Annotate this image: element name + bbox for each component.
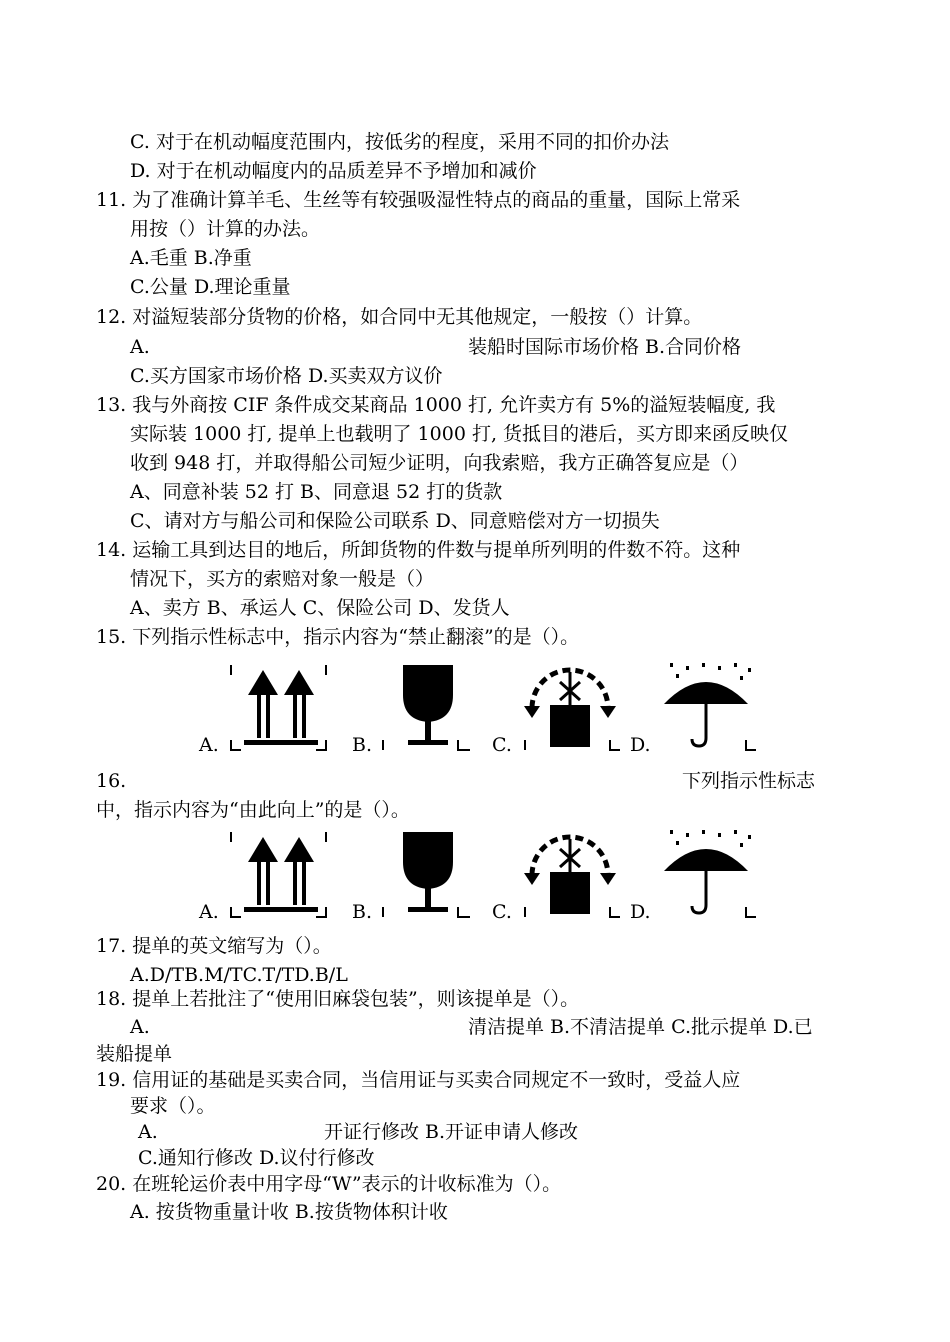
q10-option-d: D. 对于在机动幅度内的品质差异不予增加和减价 [130, 160, 537, 182]
q13-options-cd: C、请对方与船公司和保险公司联系 D、同意赔偿对方一切损失 [130, 510, 660, 532]
q16-number: 16. [96, 770, 127, 792]
this-way-up-arrows-icon [226, 827, 336, 922]
q19-options-cd: C.通知行修改 D.议付行修改 [138, 1147, 375, 1169]
q19-option-a-label: A. [138, 1121, 158, 1143]
q14-stem: 14. 运输工具到达目的地后，所卸货物的件数与提单所列明的件数不符。这种 [96, 539, 741, 561]
q15-stem: 15. 下列指示性标志中，指示内容为“禁止翻滚”的是（）。 [96, 626, 580, 648]
q12-option-a-label: A. [130, 336, 150, 358]
q16-stem-part1: 下列指示性标志 [682, 770, 816, 792]
q19-stem: 19. 信用证的基础是买卖合同，当信用证与买卖合同规定不一致时，受益人应 [96, 1069, 741, 1091]
q20-options: A. 按货物重量计收 B.按货物体积计收 [130, 1201, 448, 1223]
q20-stem: 20. 在班轮运价表中用字母“W”表示的计收标准为（）。 [96, 1173, 562, 1195]
q15-fig-label-b: B. [352, 734, 373, 756]
do-not-roll-icon [520, 660, 630, 755]
q16-fig-label-a: A. [199, 901, 219, 923]
do-not-roll-icon [520, 827, 630, 922]
q18-option-a-label: A. [130, 1016, 150, 1038]
q13-stem-cont-2: 收到 948 打，并取得船公司短少证明，向我索赔，我方正确答复应是（） [130, 452, 749, 474]
q18-options: 清洁提单 B.不清洁提单 C.批示提单 D.已 [468, 1016, 813, 1038]
q12-options-cd: C.买方国家市场价格 D.买卖双方议价 [130, 365, 443, 387]
keep-dry-umbrella-icon [656, 660, 766, 755]
q14-options: A、卖方 B、承运人 C、保险公司 D、发货人 [130, 597, 510, 619]
q10-option-c: C. 对于在机动幅度范围内，按低劣的程度，采用不同的扣价办法 [130, 131, 669, 153]
q18-stem: 18. 提单上若批注了“使用旧麻袋包装”，则该提单是（）。 [96, 988, 580, 1010]
q16-fig-label-b: B. [352, 901, 373, 923]
this-way-up-arrows-icon [226, 660, 336, 755]
q11-options-ab: A.毛重 B.净重 [130, 247, 252, 269]
q16-fig-label-c: C. [492, 901, 512, 923]
q13-stem: 13. 我与外商按 CIF 条件成交某商品 1000 打, 允许卖方有 5%的溢短装幅度, 我 [96, 394, 776, 416]
q13-stem-cont-1: 实际装 1000 打, 提单上也载明了 1000 打, 货抵目的港后，买方即来函反映仅 [130, 423, 789, 445]
fragile-glass-icon [378, 827, 488, 922]
q17-options: A.D/TB.M/TC.T/TD.B/L [130, 964, 348, 986]
q14-stem-cont: 情况下，买方的索赔对象一般是（） [130, 568, 435, 590]
q12-stem: 12. 对溢短装部分货物的价格，如合同中无其他规定，一般按（）计算。 [96, 306, 703, 328]
q15-fig-label-c: C. [492, 734, 512, 756]
q11-options-cd: C.公量 D.理论重量 [130, 276, 291, 298]
q13-options-ab: A、同意补装 52 打 B、同意退 52 打的货款 [130, 481, 503, 503]
q18-options-cont: 装船提单 [96, 1043, 173, 1065]
fragile-glass-icon [378, 660, 488, 755]
q11-stem: 11. 为了准确计算羊毛、生丝等有较强吸湿性特点的商品的重量，国际上常采 [96, 189, 741, 211]
q15-fig-label-d: D. [630, 734, 651, 756]
q16-fig-label-d: D. [630, 901, 651, 923]
q17-stem: 17. 提单的英文缩写为（）。 [96, 935, 332, 957]
q15-fig-label-a: A. [199, 734, 219, 756]
q12-options-ab: 装船时国际市场价格 B.合同价格 [468, 336, 742, 358]
keep-dry-umbrella-icon [656, 827, 766, 922]
q19-options-ab: 开证行修改 B.开证申请人修改 [324, 1121, 579, 1143]
q19-stem-cont: 要求（）。 [130, 1095, 216, 1117]
q11-stem-cont: 用按（）计算的办法。 [130, 218, 321, 240]
q16-stem-part2: 中，指示内容为“由此向上”的是（）。 [96, 799, 410, 821]
